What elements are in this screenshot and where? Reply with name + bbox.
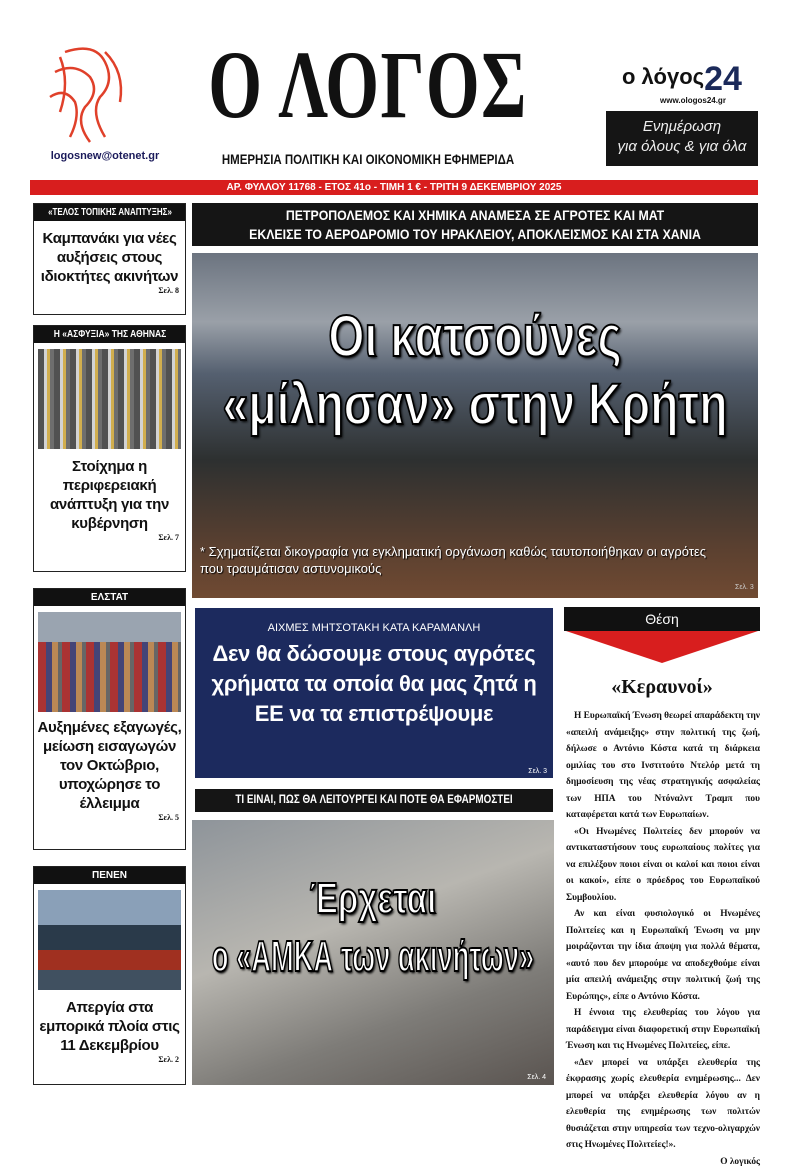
- traffic-photo: [38, 349, 181, 449]
- ship-photo: [38, 890, 181, 990]
- page-ref: Σελ. 3: [735, 584, 754, 591]
- lead-caption: * Σχηματίζεται δικογραφία για εγκληματική οργάνωση καθώς ταυτοποιήθηκαν οι αγρότες που τραυμάτισαν αστυνομικούς: [200, 543, 725, 577]
- story-kicker-bar: [34, 867, 185, 884]
- story-kicker: Η «ΑΣΦΥΞΙΑ» ΤΗΣ ΑΘΗΝΑΣ: [53, 326, 165, 343]
- masthead: Ο ΛΟΓΟΣ: [208, 30, 528, 140]
- signature: Ο λογικός: [566, 1154, 760, 1170]
- lead-kicker: [192, 203, 758, 246]
- story-kicker-bar: [34, 589, 185, 606]
- story-headline: ο «ΑΜΚΑ των ακινήτων»: [212, 928, 534, 986]
- tagline-block: [185, 150, 550, 168]
- issue-line: ΑΡ. ΦΥΛΛΟΥ 11768 - ΕΤΟΣ 41ο - ΤΙΜΗ 1 € - ΤΡΙΤΗ 9 ΔΕΚΕΜΒΡΙΟΥ 2025: [227, 180, 562, 195]
- story-headline: Έρχεται: [310, 870, 436, 928]
- paragraph: Η Ευρωπαϊκή Ένωση θεωρεί απαράδεκτη την «απειλή ανάμειξης» στην πολιτική της ζωή, δήλωσε ο Αντόνιο Κόστα κατά τη διάρκεια ομιλίας του στο Ινστιτούτο Ντελόρ μετά τη δημοσίευση της νέας στρατηγικής ασφαλείας των ΗΠΑ του Ντόναλντ Τραμπ που καταφέρεται κατά των Ευρωπαίων.: [566, 708, 760, 824]
- red-triangle: [566, 631, 758, 663]
- slogan-line: για όλους & για όλα: [606, 137, 758, 157]
- tagline: ΗΜΕΡΗΣΙΑ ΠΟΛΙΤΙΚΗ ΚΑΙ ΟΙΚΟΝΟΜΙΚΗ ΕΦΗΜΕΡΙΔΑ: [221, 150, 513, 168]
- sidebar-story[interactable]: [33, 866, 186, 1085]
- story-kicker: ΑΙΧΜΕΣ ΜΗΤΣΟΤΑΚΗ ΚΑΤΑ ΚΑΡΑΜΑΝΛΗ: [195, 622, 553, 635]
- lead-headline: «μίλησαν» στην Κρήτη: [222, 371, 727, 439]
- paragraph: Η έννοια της ελευθερίας του λόγου για παράδειγμα είναι διαφορετική στην Ευρωπαϊκή Ένωση και τις Ηνωμένες Πολιτείες, είπε.: [566, 1005, 760, 1055]
- kicker-line: ΠΕΤΡΟΠΟΛΕΜΟΣ ΚΑΙ ΧΗΜΙΚΑ ΑΝΑΜΕΣΑ ΣΕ ΑΓΡΟΤΕΣ ΚΑΙ ΜΑΤ: [286, 206, 664, 225]
- site-num: 24: [704, 60, 742, 98]
- story-headline: Καμπανάκι για νέες αυξήσεις στους ιδιοκτήτες ακινήτων: [34, 221, 185, 286]
- story-headline: Απεργία στα εμπορικά πλοία στις 11 Δεκεμβρίου: [34, 990, 185, 1055]
- contact-email: logosnew@otenet.gr: [40, 150, 170, 162]
- story-kicker: ΕΛΣΤΑΤ: [91, 589, 128, 606]
- third-kicker-bar: [195, 789, 553, 812]
- page-ref: Σελ. 2: [34, 1055, 185, 1069]
- page-ref: Σελ. 3: [528, 768, 547, 775]
- masthead-block: [185, 30, 550, 142]
- paragraph: Αν και είναι φυσιολογικό οι Ηνωμένες Πολιτείες και η Ευρωπαϊκή Ένωση να μην μοιράζονται την ίδια άποψη για πολλά θέματα, «αυτό που δεν μπορούμε να αποδεχθούμε είναι μία απειλή ανάμειξης στην πολιτική ζωή της Ευρώπης», είπε ο Αντόνιο Κόστα.: [566, 906, 760, 1005]
- opinion-section: Θέση: [564, 607, 760, 631]
- slogan-box: [606, 111, 758, 166]
- slogan-line: Ενημέρωση: [606, 117, 758, 137]
- page-ref: Σελ. 8: [34, 286, 185, 300]
- third-kicker: ΤΙ ΕΙΝΑΙ, ΠΩΣ ΘΑ ΛΕΙΤΟΥΡΓΕΙ ΚΑΙ ΠΟΤΕ ΘΑ ΕΦΑΡΜΟΣΤΕΙ: [235, 792, 512, 809]
- site-name: ο λόγος: [622, 64, 704, 89]
- opinion-title: «Κεραυνοί»: [564, 676, 760, 699]
- story-headline: Αυξημένες εξαγωγές, μείωση εισαγωγών τον Οκτώβριο, υποχώρησε το έλλειμμα: [34, 712, 185, 813]
- sidebar-story[interactable]: [33, 203, 186, 315]
- city-aerial-photo[interactable]: [192, 820, 554, 1085]
- page-ref: Σελ. 7: [34, 533, 185, 547]
- story-headline: Στοίχημα η περιφερειακή ανάπτυξη για την κυβέρνηση: [34, 449, 185, 533]
- port-containers-photo: [38, 612, 181, 712]
- site-url: www.ologos24.gr: [660, 96, 726, 105]
- page-ref: Σελ. 5: [34, 813, 185, 827]
- story-kicker-bar: [34, 204, 185, 221]
- story-kicker: «ΤΕΛΟΣ ΤΟΠΙΚΗΣ ΑΝΑΠΤΥΞΗΣ»: [48, 204, 172, 221]
- story-kicker-bar: [34, 326, 185, 343]
- kicker-line: ΕΚΛΕΙΣΕ ΤΟ ΑΕΡΟΔΡΟΜΙΟ ΤΟΥ ΗΡΑΚΛΕΙΟΥ, ΑΠΟΚΛΕΙΣΜΟΣ ΚΑΙ ΣΤΑ ΧΑΝΙΑ: [249, 225, 701, 244]
- story-headline: Δεν θα δώσουμε στους αγρότες χρήματα τα οποία θα μας ζητά η ΕΕ να τα επιστρέψουμε: [195, 635, 553, 729]
- paragraph: «Οι Ηνωμένες Πολιτείες δεν μπορούν να αντικαταστήσουν τους ευρωπαίους πολίτες για να επιλέξουν ποιοι είναι οι καλοί και ποιοι είναι οι κακοί», είπε ο πρόεδρος του Ευρωπαϊκού Συμβουλίου.: [566, 824, 760, 907]
- opinion-body: [566, 708, 760, 1170]
- sidebar-story[interactable]: [33, 588, 186, 850]
- sidebar-story[interactable]: [33, 325, 186, 572]
- paragraph: «Δεν μπορεί να υπάρξει ελευθερία της έκφρασης χωρίς ελευθερία ενημέρωσης... Δεν μπορεί να υπάρξει ελευθερία λόγου αν η ελευθερία της ενημέρωσης των πολιτών θυσιάζεται στην υπηρεσία των τεχνο-ολιγαρχών στις Ηνωμένες Πολιτείες!».: [566, 1055, 760, 1154]
- newspaper-logo: [45, 42, 145, 147]
- page-ref: Σελ. 4: [527, 1074, 546, 1081]
- issue-bar: [30, 180, 758, 195]
- story-kicker: ΠΕΝΕΝ: [92, 867, 127, 884]
- lead-headline: Οι κατσούνες: [328, 303, 621, 371]
- second-story[interactable]: [195, 608, 553, 778]
- ologos24-logo: [622, 60, 742, 99]
